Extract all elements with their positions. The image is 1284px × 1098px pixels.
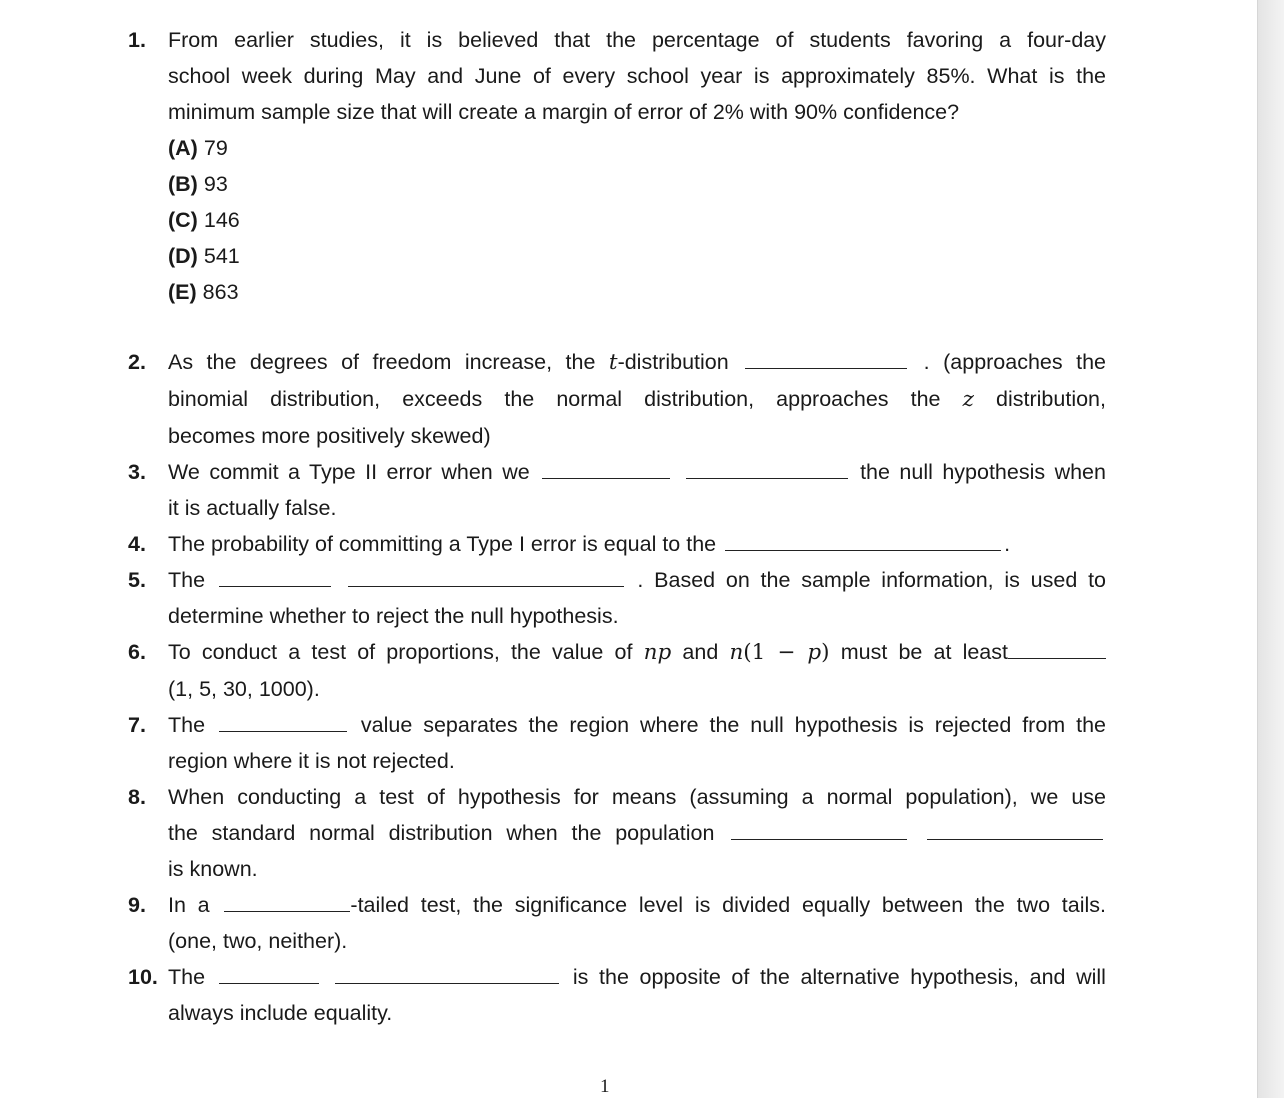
fill-blank[interactable]: [725, 526, 1001, 551]
question-text-line: minimum sample size that will create a margin of error of 2% with 90% confidence?: [168, 100, 960, 124]
page-number: 1: [600, 1076, 610, 1097]
question-number: 5.: [128, 568, 146, 592]
fill-blank[interactable]: [219, 707, 347, 732]
question-number: 3.: [128, 460, 146, 484]
question-number: 9.: [128, 893, 146, 917]
question-text-line: From earlier studies, it is believed that the percentage of students favoring a four-day: [168, 28, 1106, 52]
fill-blank[interactable]: [219, 562, 331, 587]
answer-option-e: (E) 863: [168, 280, 239, 304]
fill-blank[interactable]: [731, 815, 907, 840]
question-text-line: The value separates the region where the null hypothesis is rejected from the: [168, 707, 1106, 743]
question-8: [128, 779, 1106, 887]
question-text-line: (1, 5, 30, 1000).: [168, 677, 320, 701]
question-number: 4.: [128, 532, 146, 556]
question-3: [128, 454, 1106, 526]
question-text-line: In a -tailed test, the significance level is divided equally between the two tails.: [168, 887, 1106, 923]
answer-option-d: (D) 541: [168, 244, 240, 268]
question-number: 8.: [128, 785, 146, 809]
fill-blank[interactable]: [224, 887, 350, 912]
fill-blank[interactable]: [348, 562, 624, 587]
question-text-line: As the degrees of freedom increase, the t-distribution . (approaches the: [168, 344, 1106, 381]
fill-blank[interactable]: [686, 454, 848, 479]
question-1: [128, 22, 1106, 310]
question-10: [128, 959, 1106, 1031]
fill-blank[interactable]: [542, 454, 670, 479]
question-5: [128, 562, 1106, 634]
question-text-line: it is actually false.: [168, 496, 337, 520]
question-number: 2.: [128, 350, 146, 374]
question-text-line: (one, two, neither).: [168, 929, 348, 953]
fill-blank[interactable]: [927, 815, 1103, 840]
question-9: [128, 887, 1106, 959]
question-4: [128, 526, 1106, 562]
question-text-line: binomial distribution, exceeds the normal distribution, approaches the z distribution,: [168, 387, 1106, 412]
question-2: [128, 344, 1106, 454]
question-7: [128, 707, 1106, 779]
question-text-line: is known.: [168, 857, 258, 881]
question-text-line: determine whether to reject the null hypothesis.: [168, 604, 619, 628]
worksheet-page: [128, 22, 1106, 1031]
question-number: 10.: [128, 965, 158, 989]
fill-blank[interactable]: [335, 959, 559, 984]
question-text-line: The probability of committing a Type I error is equal to the .: [168, 526, 1106, 562]
question-text-line: The is the opposite of the alternative hypothesis, and will: [168, 959, 1106, 995]
question-text-line: When conducting a test of hypothesis for means (assuming a normal population), we use: [168, 785, 1106, 809]
question-6: [128, 634, 1106, 707]
question-number: 1.: [128, 28, 146, 52]
fill-blank[interactable]: [1008, 634, 1106, 659]
question-number: 7.: [128, 713, 146, 737]
question-number: 6.: [128, 640, 146, 664]
question-text-line: The . Based on the sample information, is used to: [168, 562, 1106, 598]
question-text-line: always include equality.: [168, 1001, 393, 1025]
question-text-line: the standard normal distribution when the population: [168, 815, 1106, 851]
fill-blank[interactable]: [745, 344, 907, 369]
answer-option-a: (A) 79: [168, 136, 228, 160]
answer-option-b: (B) 93: [168, 172, 228, 196]
question-text-line: becomes more positively skewed): [168, 424, 491, 448]
question-text-line: school week during May and June of every school year is approximately 85%. What is the: [168, 64, 1106, 88]
question-text-line: region where it is not rejected.: [168, 749, 455, 773]
answer-option-c: (C) 146: [168, 208, 240, 232]
question-text-line: We commit a Type II error when we the null hypothesis when: [168, 454, 1106, 490]
question-text-line: To conduct a test of proportions, the value of np and n(1 − p) must be at least: [168, 634, 1106, 671]
fill-blank[interactable]: [219, 959, 319, 984]
page-edge-shadow: [1257, 0, 1284, 1098]
